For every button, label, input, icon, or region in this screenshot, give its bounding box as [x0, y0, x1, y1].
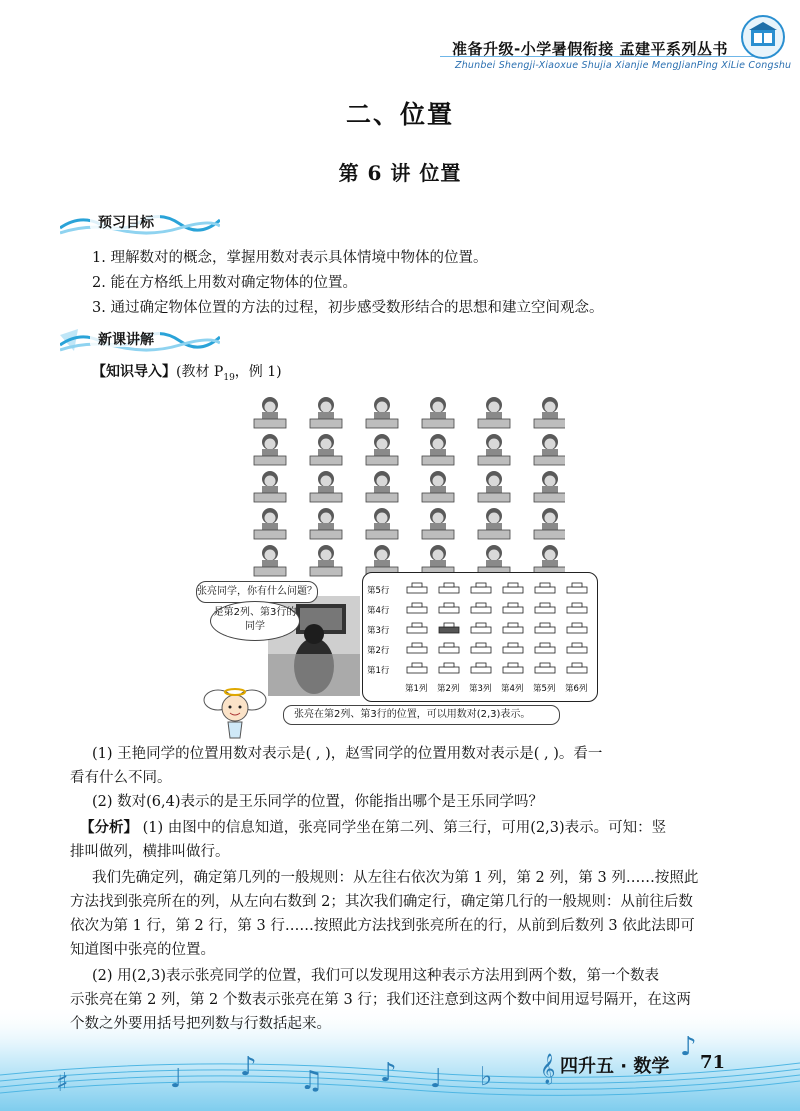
row-label: 第3行	[367, 626, 390, 636]
new-lesson-heading	[60, 325, 220, 353]
seat-desk	[407, 647, 427, 653]
svg-text:♪: ♪	[240, 1052, 257, 1082]
analysis-line-9: 个数之外要用括号把列数与行数括起来。	[70, 1016, 331, 1032]
student-figure	[310, 471, 342, 502]
seat-desk	[567, 607, 587, 613]
seat-chair	[444, 603, 454, 607]
seat-desk	[567, 627, 587, 633]
speech-bubble-question: 张亮同学，你有什么问题？	[196, 581, 318, 603]
seat-chair	[572, 583, 582, 587]
seat-desk	[471, 647, 491, 653]
row-label: 第5行	[367, 586, 390, 596]
student-figure	[534, 434, 565, 465]
analysis-text-1: (1) 由图中的信息知道，张亮同学坐在第二列、第三行，可用(2,3)表示。可知：竖	[138, 820, 667, 836]
seat-desk	[535, 627, 555, 633]
seat-chair	[572, 663, 582, 667]
student-figure	[534, 471, 565, 502]
row-label: 第1行	[367, 666, 390, 676]
seat-desk	[439, 607, 459, 613]
seat-grid-diagram	[362, 572, 598, 702]
student-figure	[478, 397, 510, 428]
seat-desk	[503, 627, 523, 633]
seat-desk	[567, 667, 587, 673]
seat-chair	[540, 623, 550, 627]
seat-chair	[444, 643, 454, 647]
seat-desk	[535, 607, 555, 613]
student-figure	[534, 397, 565, 428]
question-1-line-1: (1) 王艳同学的位置用数对表示是( , )，赵雪同学的位置用数对表示是( , )。看一	[92, 746, 603, 762]
seat-desk	[503, 647, 523, 653]
student-figure	[478, 471, 510, 502]
student-figure	[422, 471, 454, 502]
seat-desk	[471, 607, 491, 613]
seat-chair	[572, 603, 582, 607]
svg-text:♭: ♭	[480, 1062, 493, 1092]
seat-chair	[508, 663, 518, 667]
seat-desk	[439, 647, 459, 653]
new-lesson-heading-label: 新课讲解	[98, 332, 154, 348]
knowledge-intro	[92, 360, 282, 390]
seat-desk	[567, 647, 587, 653]
svg-text:𝄞: 𝄞	[540, 1054, 556, 1084]
goal-item-2: 2. 能在方格纸上用数对确定物体的位置。	[92, 275, 357, 291]
svg-text:♪: ♪	[380, 1058, 397, 1088]
seat-desk	[407, 627, 427, 633]
seat-desk	[503, 667, 523, 673]
svg-text:♩: ♩	[430, 1064, 443, 1094]
seat-chair	[540, 583, 550, 587]
student-figure	[254, 545, 286, 576]
seat-chair	[572, 623, 582, 627]
lesson-title: 第 6 讲 位置	[338, 161, 462, 185]
seat-desk	[535, 587, 555, 593]
seat-desk	[503, 587, 523, 593]
seat-chair	[508, 603, 518, 607]
seat-chair	[476, 623, 486, 627]
column-label: 第6列	[565, 684, 588, 694]
analysis-line-4: 方法找到张亮所在的列，从左向右数到 2；其次我们确定行，确定第几行的一般规则：从前往后数	[70, 894, 693, 910]
speech-bubble-explanation: 张亮在第2列、第3行的位置，可以用数对(2,3)表示。	[283, 705, 560, 725]
seat-chair	[444, 583, 454, 587]
student-figure	[366, 508, 398, 539]
speech-bubble-answer: 是第2列、第3行的同学	[210, 601, 300, 641]
analysis-line-7: (2) 用(2,3)表示张亮同学的位置，我们可以发现用这种表示方法用到两个数，第一个数表	[92, 968, 660, 984]
seat-desk	[471, 587, 491, 593]
goal-item-1: 1. 理解数对的概念，掌握用数对表示具体情境中物体的位置。	[92, 250, 488, 266]
seat-chair	[540, 663, 550, 667]
intro-ref-tail: ，例 1)	[234, 364, 282, 380]
goal-item-3: 3. 通过确定物体位置的方法的过程，初步感受数形结合的思想和建立空间观念。	[92, 300, 604, 316]
seat-chair	[476, 643, 486, 647]
question-2: (2) 数对(6,4)表示的是王乐同学的位置，你能指出哪个是王乐同学吗？	[92, 794, 544, 810]
seat-chair	[508, 643, 518, 647]
classroom-illustration	[240, 388, 565, 588]
seat-desk	[535, 667, 555, 673]
seat-chair	[412, 643, 422, 647]
student-figure	[310, 434, 342, 465]
student-figure	[310, 508, 342, 539]
row-label: 第4行	[367, 606, 390, 616]
analysis-line-3: 我们先确定列，确定第几列的一般规则：从左往右依次为第 1 列，第 2 列，第 3 列……按照此	[92, 870, 699, 886]
seat-chair	[508, 623, 518, 627]
seat-chair	[476, 603, 486, 607]
student-figure	[254, 471, 286, 502]
chapter-title: 二、位置	[345, 100, 454, 129]
seat-chair	[540, 603, 550, 607]
student-figure	[366, 397, 398, 428]
seat-chair	[444, 663, 454, 667]
goals-heading	[60, 208, 220, 236]
student-figure	[478, 508, 510, 539]
intro-label: 【知识导入】	[92, 364, 176, 380]
student-figure	[478, 434, 510, 465]
student-figure	[422, 434, 454, 465]
publisher-logo-icon	[740, 14, 786, 60]
seat-chair	[412, 603, 422, 607]
student-figure	[254, 397, 286, 428]
seat-chair	[412, 623, 422, 627]
student-figure	[422, 397, 454, 428]
seat-grid-svg	[363, 573, 597, 701]
svg-text:♩: ♩	[170, 1064, 183, 1094]
goals-heading-label: 预习目标	[98, 215, 154, 231]
series-subtitle: Zhunbei Shengji-Xiaoxue Shujia Xianjie MengJianPing XiLie Congshu	[455, 60, 792, 71]
student-figure	[310, 545, 342, 576]
student-figure	[366, 434, 398, 465]
svg-text:♫: ♫	[300, 1066, 324, 1096]
seat-chair	[476, 583, 486, 587]
analysis-line-6: 知道图中张亮的位置。	[70, 942, 215, 958]
series-title: 准备升级-小学暑假衔接 孟建平系列丛书	[452, 40, 728, 58]
footer-label: 四升五 · 数学	[560, 1056, 670, 1077]
student-figure	[310, 397, 342, 428]
svg-text:♪: ♪	[680, 1032, 697, 1062]
seat-desk	[439, 627, 459, 633]
analysis-line-5: 依次为第 1 行，第 2 行，第 3 行……按照此方法找到张亮所在的行，从前到后数列 3 依此法即可	[70, 918, 695, 934]
seat-desk	[535, 647, 555, 653]
svg-text:♯: ♯	[56, 1068, 69, 1098]
seat-desk	[407, 587, 427, 593]
analysis-line-2: 排叫做列，横排叫做行。	[70, 844, 230, 860]
student-figure	[254, 434, 286, 465]
analysis-line-1	[80, 816, 666, 840]
student-figure	[534, 508, 565, 539]
column-label: 第2列	[437, 684, 460, 694]
column-label: 第5列	[533, 684, 556, 694]
row-label: 第2行	[367, 646, 390, 656]
seat-chair	[540, 643, 550, 647]
seat-desk	[567, 587, 587, 593]
intro-ref: (教材 P	[176, 364, 224, 380]
seat-desk	[471, 627, 491, 633]
seat-chair	[412, 583, 422, 587]
page-number: 71	[700, 1052, 726, 1073]
seat-chair	[476, 663, 486, 667]
seat-chair	[444, 623, 454, 627]
student-figure	[254, 508, 286, 539]
seat-desk	[503, 607, 523, 613]
student-figure	[366, 471, 398, 502]
analysis-line-8: 示张亮在第 2 列，第 2 个数表示张亮在第 3 行；我们还注意到这两个数中间用逗号隔开，在这两	[70, 992, 691, 1008]
seat-chair	[412, 663, 422, 667]
column-label: 第4列	[501, 684, 524, 694]
angel-mascot-icon	[200, 678, 270, 740]
column-label: 第1列	[405, 684, 428, 694]
question-1-line-2: 看有什么不同。	[70, 770, 172, 786]
seat-desk	[407, 667, 427, 673]
seat-desk	[471, 667, 491, 673]
analysis-label: 【分析】	[80, 819, 138, 836]
seat-desk	[439, 667, 459, 673]
intro-ref-page: 19	[223, 372, 235, 383]
column-label: 第3列	[469, 684, 492, 694]
seat-desk	[439, 587, 459, 593]
seat-chair	[572, 643, 582, 647]
seat-desk	[407, 607, 427, 613]
seat-chair	[508, 583, 518, 587]
student-figure	[422, 508, 454, 539]
